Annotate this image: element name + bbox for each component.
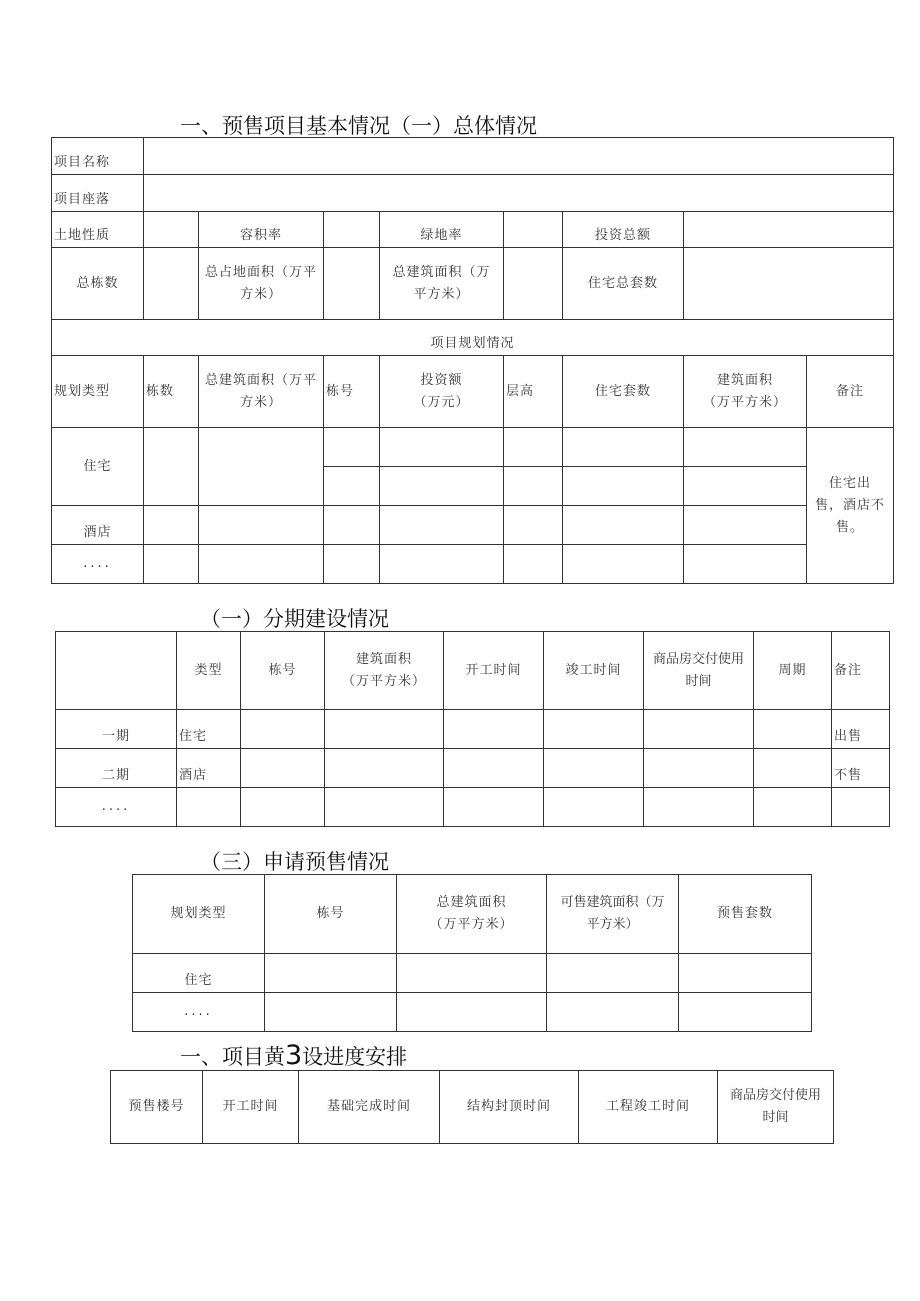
cell[interactable] (544, 788, 644, 827)
land-nature-value[interactable] (144, 212, 199, 248)
header-floor-height: 层高 (504, 356, 563, 428)
cell[interactable] (241, 749, 325, 788)
cell[interactable] (325, 749, 444, 788)
cell[interactable] (504, 428, 563, 467)
presale-application-table (132, 874, 812, 1032)
cell[interactable] (444, 710, 544, 749)
cell[interactable] (684, 428, 807, 467)
cell[interactable] (504, 545, 563, 584)
total-floor-area-label: 总建筑面积（万 平方米） (380, 248, 504, 320)
total-housing-units-value[interactable] (684, 248, 894, 320)
green-ratio-label: 绿地率 (380, 212, 504, 248)
phase-2-type: 酒店 (177, 749, 241, 788)
cell[interactable] (324, 506, 380, 545)
total-investment-value[interactable] (684, 212, 894, 248)
phase-1-remark: 出售 (832, 710, 890, 749)
phase-1-type: 住宅 (177, 710, 241, 749)
row-type-hotel: 酒店 (52, 506, 144, 545)
green-ratio-value[interactable] (504, 212, 563, 248)
remarks-cell: 住宅出 售，酒店不 售。 (807, 428, 894, 584)
header-completion: 工程竣工时间 (579, 1071, 718, 1144)
header-start-time: 开工时间 (203, 1071, 299, 1144)
cell[interactable] (144, 506, 199, 545)
total-buildings-label: 总栋数 (52, 248, 144, 320)
cell[interactable] (144, 428, 199, 506)
header-topping-out: 结构封顶时间 (440, 1071, 579, 1144)
cell[interactable] (380, 428, 504, 467)
cell[interactable] (265, 954, 397, 993)
header-gfa: 总建筑面积 （万平方米） (397, 875, 547, 954)
header-gfa: 总建筑面积（万平 方米） (199, 356, 324, 428)
cell[interactable] (547, 954, 679, 993)
construction-schedule-table (110, 1070, 834, 1144)
total-investment-label: 投资总额 (563, 212, 684, 248)
header-phase (56, 632, 177, 710)
project-name-value[interactable] (144, 138, 894, 175)
cell[interactable] (754, 710, 832, 749)
cell[interactable] (644, 710, 754, 749)
plot-ratio-value[interactable] (324, 212, 380, 248)
cell[interactable] (563, 506, 684, 545)
cell[interactable] (265, 993, 397, 1032)
total-floor-area-value[interactable] (504, 248, 563, 320)
phase-2: 二期 (56, 749, 177, 788)
cell[interactable] (444, 788, 544, 827)
header-building-no: 栋号 (265, 875, 397, 954)
header-start-time: 开工时间 (444, 632, 544, 710)
cell[interactable] (444, 749, 544, 788)
cell[interactable] (832, 788, 890, 827)
header-building-count: 栋数 (144, 356, 199, 428)
project-location-label: 项目座落 (52, 175, 144, 212)
cell[interactable] (199, 545, 324, 584)
cell[interactable] (644, 788, 754, 827)
cell[interactable] (544, 710, 644, 749)
header-floor-area: 建筑面积 （万平方米） (325, 632, 444, 710)
overall-info-table (51, 137, 894, 584)
total-housing-units-label: 住宅总套数 (563, 248, 684, 320)
header-remarks: 备注 (832, 632, 890, 710)
cell[interactable] (563, 545, 684, 584)
header-saleable-area: 可售建筑面积（万 平方米） (547, 875, 679, 954)
cell[interactable] (324, 428, 380, 467)
row-ellipsis: .... (52, 545, 144, 584)
header-planning-type: 规划类型 (52, 356, 144, 428)
cell[interactable] (177, 788, 241, 827)
cell[interactable] (380, 545, 504, 584)
header-floor-area: 建筑面积 （万平方米） (684, 356, 807, 428)
header-building-no: 栋号 (241, 632, 325, 710)
header-foundation-done: 基础完成时间 (299, 1071, 440, 1144)
phase-ellipsis: .... (56, 788, 177, 827)
planning-section-title: 项目规划情况 (52, 320, 894, 356)
section4-heading: 一、项目黄3设进度安排 (180, 1040, 408, 1071)
cell[interactable] (325, 788, 444, 827)
section1-heading: 一、预售项目基本情况（一）总体情况 (180, 114, 537, 138)
cell[interactable] (754, 788, 832, 827)
total-buildings-value[interactable] (144, 248, 199, 320)
cell[interactable] (754, 749, 832, 788)
project-location-value[interactable] (144, 175, 894, 212)
header-period: 周期 (754, 632, 832, 710)
cell[interactable] (324, 545, 380, 584)
plot-ratio-label: 容积率 (199, 212, 324, 248)
cell[interactable] (684, 467, 807, 506)
cell[interactable] (504, 506, 563, 545)
cell[interactable] (397, 993, 547, 1032)
header-delivery-time: 商品房交付使用 时间 (644, 632, 754, 710)
cell[interactable] (563, 467, 684, 506)
header-delivery-time: 商品房交付使用 时间 (718, 1071, 834, 1144)
header-remarks: 备注 (807, 356, 894, 428)
cell[interactable] (144, 545, 199, 584)
cell[interactable] (241, 788, 325, 827)
cell[interactable] (684, 545, 807, 584)
header-presale-building: 预售楼号 (111, 1071, 203, 1144)
row-type-residential: 住宅 (52, 428, 144, 506)
land-nature-label: 土地性质 (52, 212, 144, 248)
cell[interactable] (544, 749, 644, 788)
cell[interactable] (684, 506, 807, 545)
cell[interactable] (325, 710, 444, 749)
land-area-value[interactable] (324, 248, 380, 320)
section3-heading: （三）申请预售情况 (200, 850, 389, 874)
header-type: 类型 (177, 632, 241, 710)
cell[interactable] (644, 749, 754, 788)
land-area-label: 总占地面积（万平 方米） (199, 248, 324, 320)
header-planning-type: 规划类型 (133, 875, 265, 954)
cell[interactable] (563, 428, 684, 467)
cell[interactable] (324, 467, 380, 506)
header-completion-time: 竣工时间 (544, 632, 644, 710)
header-investment: 投资额 （万元） (380, 356, 504, 428)
cell[interactable] (199, 506, 324, 545)
cell[interactable] (397, 954, 547, 993)
cell[interactable] (679, 954, 812, 993)
cell[interactable] (199, 428, 324, 506)
header-presale-units: 预售套数 (679, 875, 812, 954)
header-building-no: 栋号 (324, 356, 380, 428)
row-type-residential: 住宅 (133, 954, 265, 993)
cell[interactable] (241, 710, 325, 749)
project-name-label: 项目名称 (52, 138, 144, 175)
header-housing-units: 住宅套数 (563, 356, 684, 428)
row-ellipsis: .... (133, 993, 265, 1032)
phased-construction-table (55, 631, 890, 827)
section2-heading: （一）分期建设情况 (200, 607, 389, 631)
phase-1: 一期 (56, 710, 177, 749)
cell[interactable] (504, 467, 563, 506)
cell[interactable] (679, 993, 812, 1032)
cell[interactable] (380, 506, 504, 545)
cell[interactable] (547, 993, 679, 1032)
phase-2-remark: 不售 (832, 749, 890, 788)
cell[interactable] (380, 467, 504, 506)
